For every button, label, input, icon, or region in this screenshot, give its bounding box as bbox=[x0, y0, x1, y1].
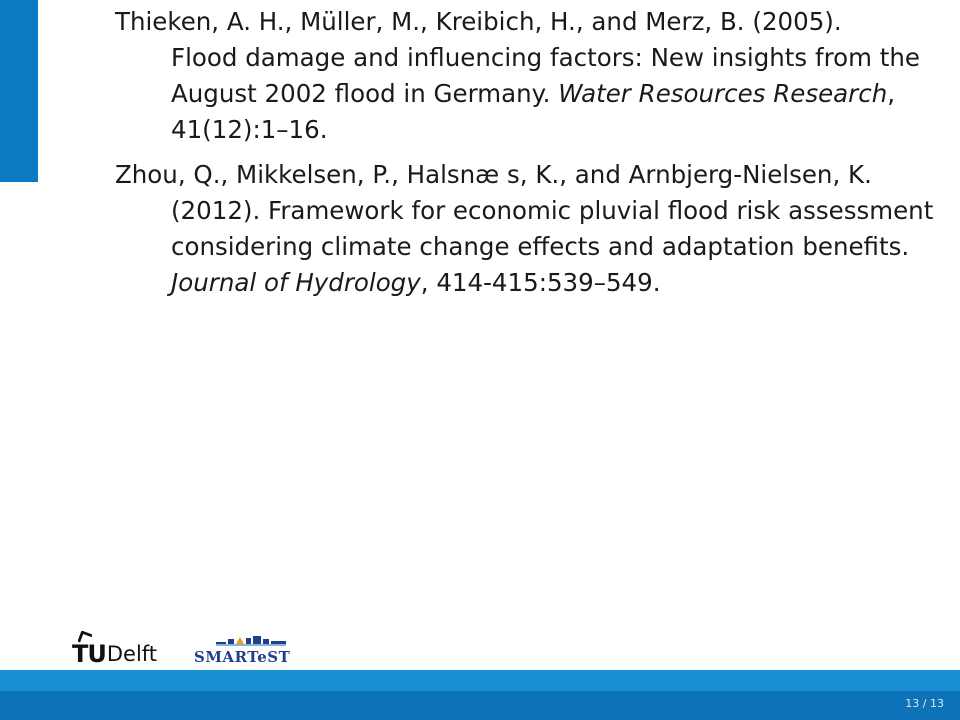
smartest-text: SMARTeST bbox=[194, 648, 291, 666]
page-number: 13 / 13 bbox=[905, 697, 944, 710]
bottom-bar-lower bbox=[0, 691, 960, 720]
footer-logos bbox=[0, 624, 960, 670]
journal-title: Water Resources Research bbox=[558, 79, 888, 108]
journal-title: Journal of Hydrology bbox=[171, 268, 421, 297]
reference-text: , 414-415:539–549. bbox=[420, 268, 661, 297]
reference-line: considering climate change effects and adaptation benefits. bbox=[171, 232, 910, 261]
bottom-bar-upper bbox=[0, 670, 960, 691]
reference-thieken bbox=[115, 4, 920, 148]
reference-line: (2012). Framework for economic pluvial flood risk assessment bbox=[171, 196, 934, 225]
tudelft-logo bbox=[72, 632, 157, 666]
references-list bbox=[115, 4, 934, 310]
reference-line bbox=[143, 76, 915, 112]
reference-text: , bbox=[887, 79, 896, 108]
tu-text: TU bbox=[72, 640, 106, 668]
reference-line: Thieken, A. H., Müller, M., Kreibich, H., and Merz, B. (2005). bbox=[115, 7, 842, 36]
left-accent-bar bbox=[0, 0, 38, 182]
houses-icon bbox=[216, 634, 286, 646]
reference-line: Flood damage and influencing factors: New insights from the bbox=[171, 43, 920, 72]
tu-logo-mark bbox=[72, 642, 106, 666]
reference-line bbox=[143, 265, 915, 301]
reference-zhou bbox=[115, 157, 934, 301]
reference-text: August 2002 flood in Germany. bbox=[171, 79, 559, 108]
reference-line: Zhou, Q., Mikkelsen, P., Halsnæ s, K., and Arnbjerg-Nielsen, K. bbox=[115, 160, 872, 189]
smartest-logo bbox=[194, 634, 304, 668]
bottom-bar bbox=[0, 670, 960, 720]
delft-text: Delft bbox=[106, 642, 158, 666]
reference-line: 41(12):1–16. bbox=[171, 115, 328, 144]
